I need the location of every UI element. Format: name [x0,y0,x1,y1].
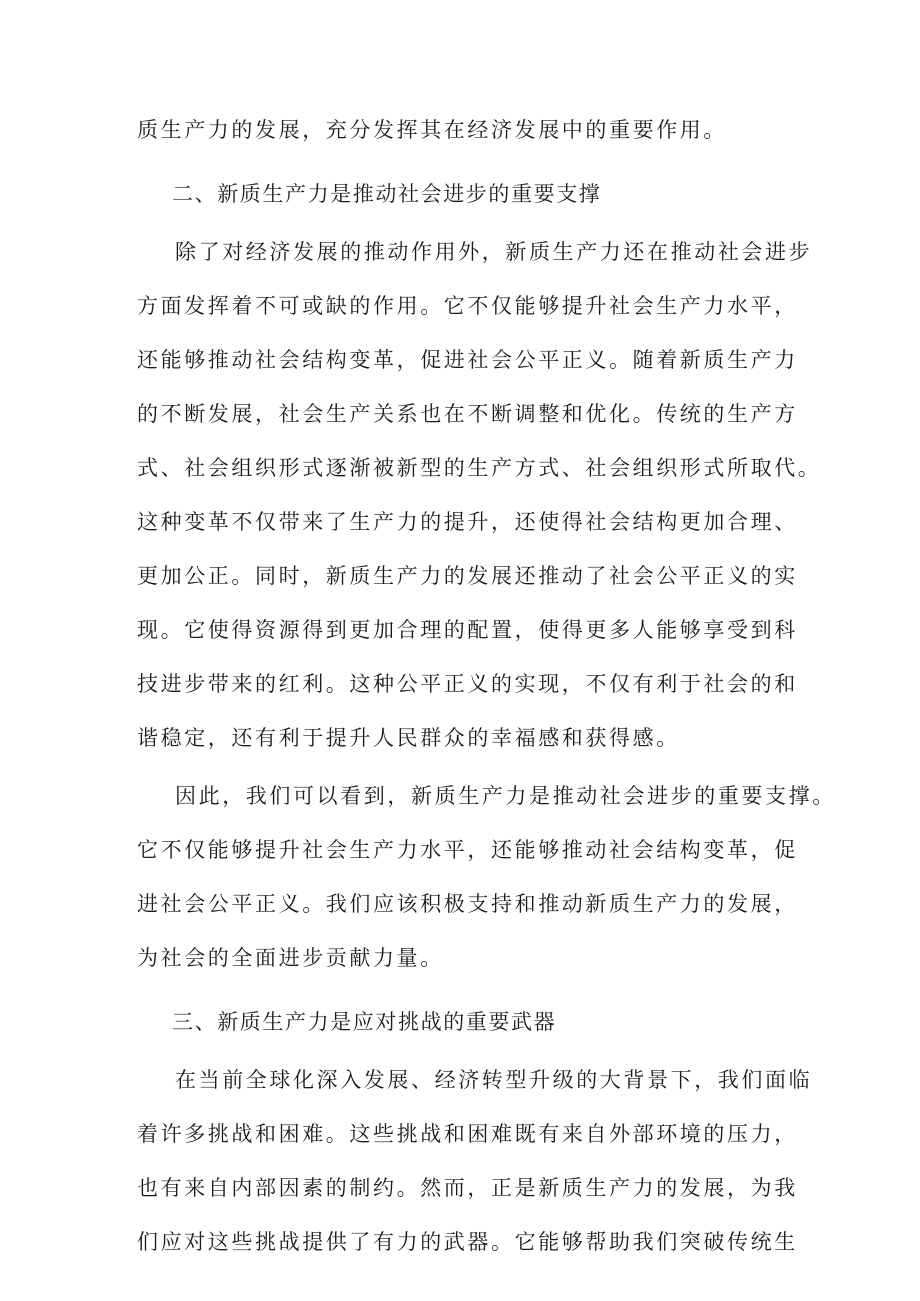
paragraph-line: 谐稳定，还有利于提升人民群众的幸福感和获得感。 [137,726,680,750]
paragraph-line: 还能够推动社会结构变革，促进社会公平正义。随着新质生产力 [137,348,798,372]
paragraph-line: 在当前全球化深入发展、经济转型升级的大背景下，我们面临 [175,1068,813,1092]
paragraph-line: 它不仅能够提升社会生产力水平，还能够推动社会结构变革，促 [137,838,798,862]
paragraph-line: 也有来自内部因素的制约。然而，正是新质生产力的发展，为我 [137,1176,798,1200]
paragraph-line: 除了对经济发展的推动作用外，新质生产力还在推动社会进步 [175,240,813,264]
paragraph-line: 方面发挥着不可或缺的作用。它不仅能够提升社会生产力水平， [137,294,798,318]
paragraph-line: 因此，我们可以看到，新质生产力是推动社会进步的重要支撑。 [175,784,836,808]
section-heading-3: 三、新质生产力是应对挑战的重要武器 [172,1010,557,1034]
paragraph-line: 的不断发展，社会生产关系也在不断调整和优化。传统的生产方 [137,402,798,426]
paragraph-line: 为社会的全面进步贡献力量。 [137,946,444,970]
paragraph-line: 们应对这些挑战提供了有力的武器。它能够帮助我们突破传统生 [137,1230,798,1254]
paragraph-line: 进社会公平正义。我们应该积极支持和推动新质生产力的发展， [137,892,798,916]
paragraph-line: 技进步带来的红利。这种公平正义的实现，不仅有利于社会的和 [137,672,798,696]
section-heading-2: 二、新质生产力是推动社会进步的重要支撑 [172,182,602,206]
paragraph-line: 现。它使得资源得到更加合理的配置，使得更多人能够享受到科 [137,618,798,642]
paragraph-line: 着许多挑战和困难。这些挑战和困难既有来自外部环境的压力， [137,1122,798,1146]
paragraph-line: 这种变革不仅带来了生产力的提升，还使得社会结构更加合理、 [137,510,798,534]
paragraph-line: 质生产力的发展，充分发挥其在经济发展中的重要作用。 [137,118,727,142]
paragraph-line: 式、社会组织形式逐渐被新型的生产方式、社会组织形式所取代。 [137,456,822,480]
paragraph-line: 更加公正。同时，新质生产力的发展还推动了社会公平正义的实 [137,564,798,588]
